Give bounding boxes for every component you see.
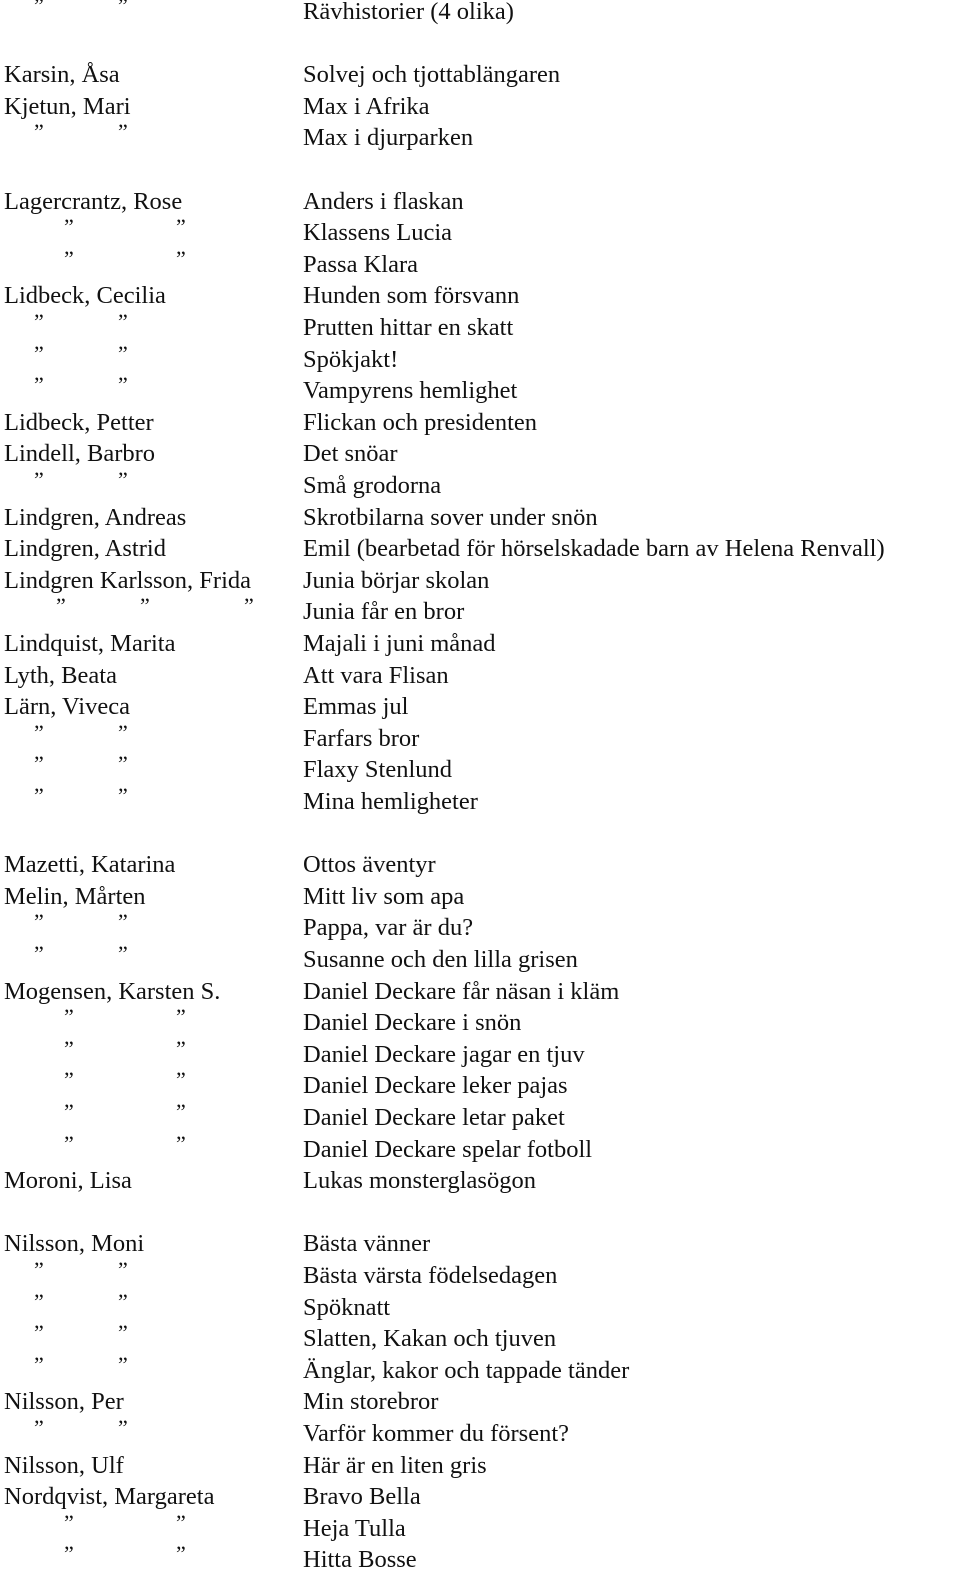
list-row xyxy=(0,245,960,281)
ditto-mark: ” xyxy=(34,1257,44,1282)
ditto-mark: ” xyxy=(34,309,44,334)
ditto-mark: ” xyxy=(34,1320,44,1346)
list-row xyxy=(0,660,960,692)
ditto-mark: ” xyxy=(64,1541,74,1567)
list-row xyxy=(0,1288,960,1324)
book-title: Bravo Bella xyxy=(303,1483,421,1511)
book-title: Spökjakt! xyxy=(303,345,399,373)
author-name: Melin, Mårten xyxy=(4,882,146,910)
list-row xyxy=(0,1035,960,1071)
ditto-mark: ” xyxy=(118,909,128,935)
book-title: Spöknatt xyxy=(303,1293,391,1321)
book-title: Rävhistorier (4 olika) xyxy=(303,0,514,25)
list-row xyxy=(0,1228,960,1260)
author-name: Mogensen, Karsten S. xyxy=(4,977,221,1005)
list-row xyxy=(0,719,960,755)
author-name: Lärn, Viveca xyxy=(4,693,130,721)
book-title: Pappa, var är du? xyxy=(303,914,474,942)
list-row xyxy=(0,0,960,28)
book-title: Vampyrens hemlighet xyxy=(303,377,518,405)
author-name: Kjetun, Mari xyxy=(4,92,131,120)
book-title: Emmas jul xyxy=(303,693,409,721)
book-title: Max i djurparken xyxy=(303,124,474,152)
ditto-mark: ” xyxy=(34,1288,44,1314)
author-name: Lidbeck, Cecilia xyxy=(4,282,166,310)
list-row xyxy=(0,1130,960,1166)
ditto-mark: ” xyxy=(176,1035,186,1061)
ditto-mark: ” xyxy=(118,1257,128,1282)
list-row xyxy=(0,1386,960,1418)
ditto-mark: ” xyxy=(64,245,74,271)
ditto-mark: ” xyxy=(176,1067,186,1093)
author-name: Lindgren, Astrid xyxy=(4,535,166,563)
ditto-mark: ” xyxy=(176,214,186,240)
author-name: Mazetti, Katarina xyxy=(4,851,176,879)
author-name: Nilsson, Per xyxy=(4,1388,124,1416)
ditto-mark: ” xyxy=(64,1035,74,1061)
ditto-mark: ” xyxy=(176,245,186,271)
list-row xyxy=(0,280,960,312)
author-name: Nordqvist, Margareta xyxy=(4,1483,215,1511)
ditto-mark: ” xyxy=(34,0,44,18)
book-title: Det snöar xyxy=(303,440,398,468)
ditto-mark: ” xyxy=(118,0,128,18)
ditto-mark: ” xyxy=(34,1415,44,1440)
author-name: Lidbeck, Petter xyxy=(4,408,154,436)
author-name: Lindgren Karlsson, Frida xyxy=(4,566,251,594)
book-title: Små grodorna xyxy=(303,472,442,499)
ditto-mark: ” xyxy=(118,1288,128,1314)
book-title: Hunden som försvann xyxy=(303,282,520,310)
book-title: Änglar, kakor och tappade tänder xyxy=(303,1356,630,1384)
ditto-mark: ” xyxy=(176,1541,186,1567)
ditto-mark: ” xyxy=(244,593,254,619)
book-title: Flickan och presidenten xyxy=(303,408,538,436)
book-title: Bästa värsta födelsedagen xyxy=(303,1262,558,1289)
book-title: Susanne och den lilla grisen xyxy=(303,946,578,973)
ditto-mark: ” xyxy=(118,1351,128,1377)
author-name: Lagercrantz, Rose xyxy=(4,187,183,215)
ditto-mark: ” xyxy=(64,1099,74,1124)
book-title: Att vara Flisan xyxy=(303,661,449,689)
book-title: Daniel Deckare jagar en tjuv xyxy=(303,1040,585,1068)
book-title: Mitt liv som apa xyxy=(303,882,465,910)
book-title: Daniel Deckare i snön xyxy=(303,1009,522,1037)
author-name: Lindell, Barbro xyxy=(4,440,156,468)
ditto-mark: ” xyxy=(34,783,44,808)
list-row xyxy=(0,1541,960,1576)
ditto-mark: ” xyxy=(176,1509,186,1535)
book-title: Junia börjar skolan xyxy=(303,566,490,594)
list-row xyxy=(0,1415,960,1450)
author-name: Nilsson, Ulf xyxy=(4,1451,124,1479)
ditto-mark: ” xyxy=(34,909,44,935)
ditto-mark: ” xyxy=(34,119,44,145)
author-name: Nilsson, Moni xyxy=(4,1230,145,1258)
ditto-mark: ” xyxy=(118,719,128,745)
list-row xyxy=(0,186,960,218)
list-row xyxy=(0,119,960,154)
ditto-mark: ” xyxy=(64,1130,74,1156)
list-row xyxy=(0,1067,960,1102)
list-row xyxy=(0,1099,960,1134)
author-name: Karsin, Åsa xyxy=(4,61,120,89)
book-title: Majali i juni månad xyxy=(303,630,496,657)
book-title: Solvej och tjottablängaren xyxy=(303,61,561,89)
list-row xyxy=(0,1509,960,1545)
ditto-mark: ” xyxy=(34,941,44,966)
book-title: Junia får en bror xyxy=(303,598,465,626)
list-row xyxy=(0,783,960,818)
book-title: Emil (bearbetad för hörselskadade barn av Helena Renvall) xyxy=(303,535,885,563)
ditto-mark: ” xyxy=(140,593,150,619)
list-row xyxy=(0,340,960,376)
list-row xyxy=(0,438,960,470)
book-title: Slatten, Kakan och tjuven xyxy=(303,1325,557,1353)
list-row xyxy=(0,533,960,565)
ditto-mark: ” xyxy=(34,372,44,398)
ditto-mark: ” xyxy=(118,467,128,492)
book-title: Heja Tulla xyxy=(303,1514,406,1542)
list-row xyxy=(0,1481,960,1513)
book-title: Skrotbilarna sover under snön xyxy=(303,503,598,531)
ditto-mark: ” xyxy=(118,372,128,398)
list-row xyxy=(0,91,960,123)
book-title: Klassens Lucia xyxy=(303,219,452,247)
list-row xyxy=(0,502,960,534)
ditto-mark: ” xyxy=(118,783,128,808)
book-title: Daniel Deckare leker pajas xyxy=(303,1072,568,1100)
ditto-mark: ” xyxy=(34,719,44,745)
author-name: Moroni, Lisa xyxy=(4,1167,132,1195)
ditto-mark: ” xyxy=(118,941,128,966)
list-row xyxy=(0,909,960,944)
list-row xyxy=(0,1320,960,1355)
book-title: Daniel Deckare spelar fotboll xyxy=(303,1135,593,1163)
list-row xyxy=(0,976,960,1008)
ditto-mark: ” xyxy=(64,1004,74,1030)
list-row xyxy=(0,881,960,913)
book-title: Lukas monsterglasögon xyxy=(303,1167,536,1195)
list-row xyxy=(0,214,960,249)
book-title: Prutten hittar en skatt xyxy=(303,314,514,341)
ditto-mark: ” xyxy=(64,1067,74,1093)
book-title: Varför kommer du försent? xyxy=(303,1420,570,1447)
list-row xyxy=(0,593,960,628)
ditto-mark: ” xyxy=(34,340,44,366)
book-title: Mina hemligheter xyxy=(303,788,478,815)
list-row xyxy=(0,1165,960,1197)
author-name: Lyth, Beata xyxy=(4,661,117,689)
book-title: Anders i flaskan xyxy=(303,187,464,215)
list-row xyxy=(0,407,960,439)
list-row xyxy=(0,849,960,881)
ditto-mark: ” xyxy=(64,214,74,240)
ditto-mark: ” xyxy=(118,751,128,777)
book-title: Här är en liten gris xyxy=(303,1451,487,1479)
ditto-mark: ” xyxy=(34,467,44,492)
book-title: Daniel Deckare får näsan i kläm xyxy=(303,977,620,1005)
ditto-mark: ” xyxy=(176,1004,186,1030)
list-row xyxy=(0,941,960,976)
book-title: Farfars bror xyxy=(303,724,420,752)
list-row xyxy=(0,59,960,91)
list-row xyxy=(0,1351,960,1387)
book-title: Max i Afrika xyxy=(303,92,430,120)
book-title: Flaxy Stenlund xyxy=(303,756,453,784)
book-title: Ottos äventyr xyxy=(303,851,436,879)
ditto-mark: ” xyxy=(34,751,44,777)
ditto-mark: ” xyxy=(118,340,128,366)
author-name: Lindgren, Andreas xyxy=(4,503,187,531)
list-row xyxy=(0,309,960,344)
list-row xyxy=(0,751,960,786)
list-row xyxy=(0,1257,960,1292)
ditto-mark: ” xyxy=(64,1509,74,1535)
list-row xyxy=(0,467,960,502)
book-title: Passa Klara xyxy=(303,250,418,278)
list-row xyxy=(0,1004,960,1039)
ditto-mark: ” xyxy=(118,1415,128,1440)
ditto-mark: ” xyxy=(176,1099,186,1124)
list-row xyxy=(0,1450,960,1482)
ditto-mark: ” xyxy=(118,1320,128,1346)
list-row xyxy=(0,628,960,660)
ditto-mark: ” xyxy=(176,1130,186,1156)
book-title: Bästa vänner xyxy=(303,1230,431,1258)
book-title: Daniel Deckare letar paket xyxy=(303,1104,565,1131)
book-title: Hitta Bosse xyxy=(303,1546,417,1574)
author-name: Lindquist, Marita xyxy=(4,630,176,657)
list-row xyxy=(0,691,960,723)
ditto-mark: ” xyxy=(34,1351,44,1377)
book-title: Min storebror xyxy=(303,1388,439,1416)
ditto-mark: ” xyxy=(118,309,128,334)
ditto-mark: ” xyxy=(56,593,66,619)
ditto-mark: ” xyxy=(118,119,128,145)
list-row xyxy=(0,372,960,407)
